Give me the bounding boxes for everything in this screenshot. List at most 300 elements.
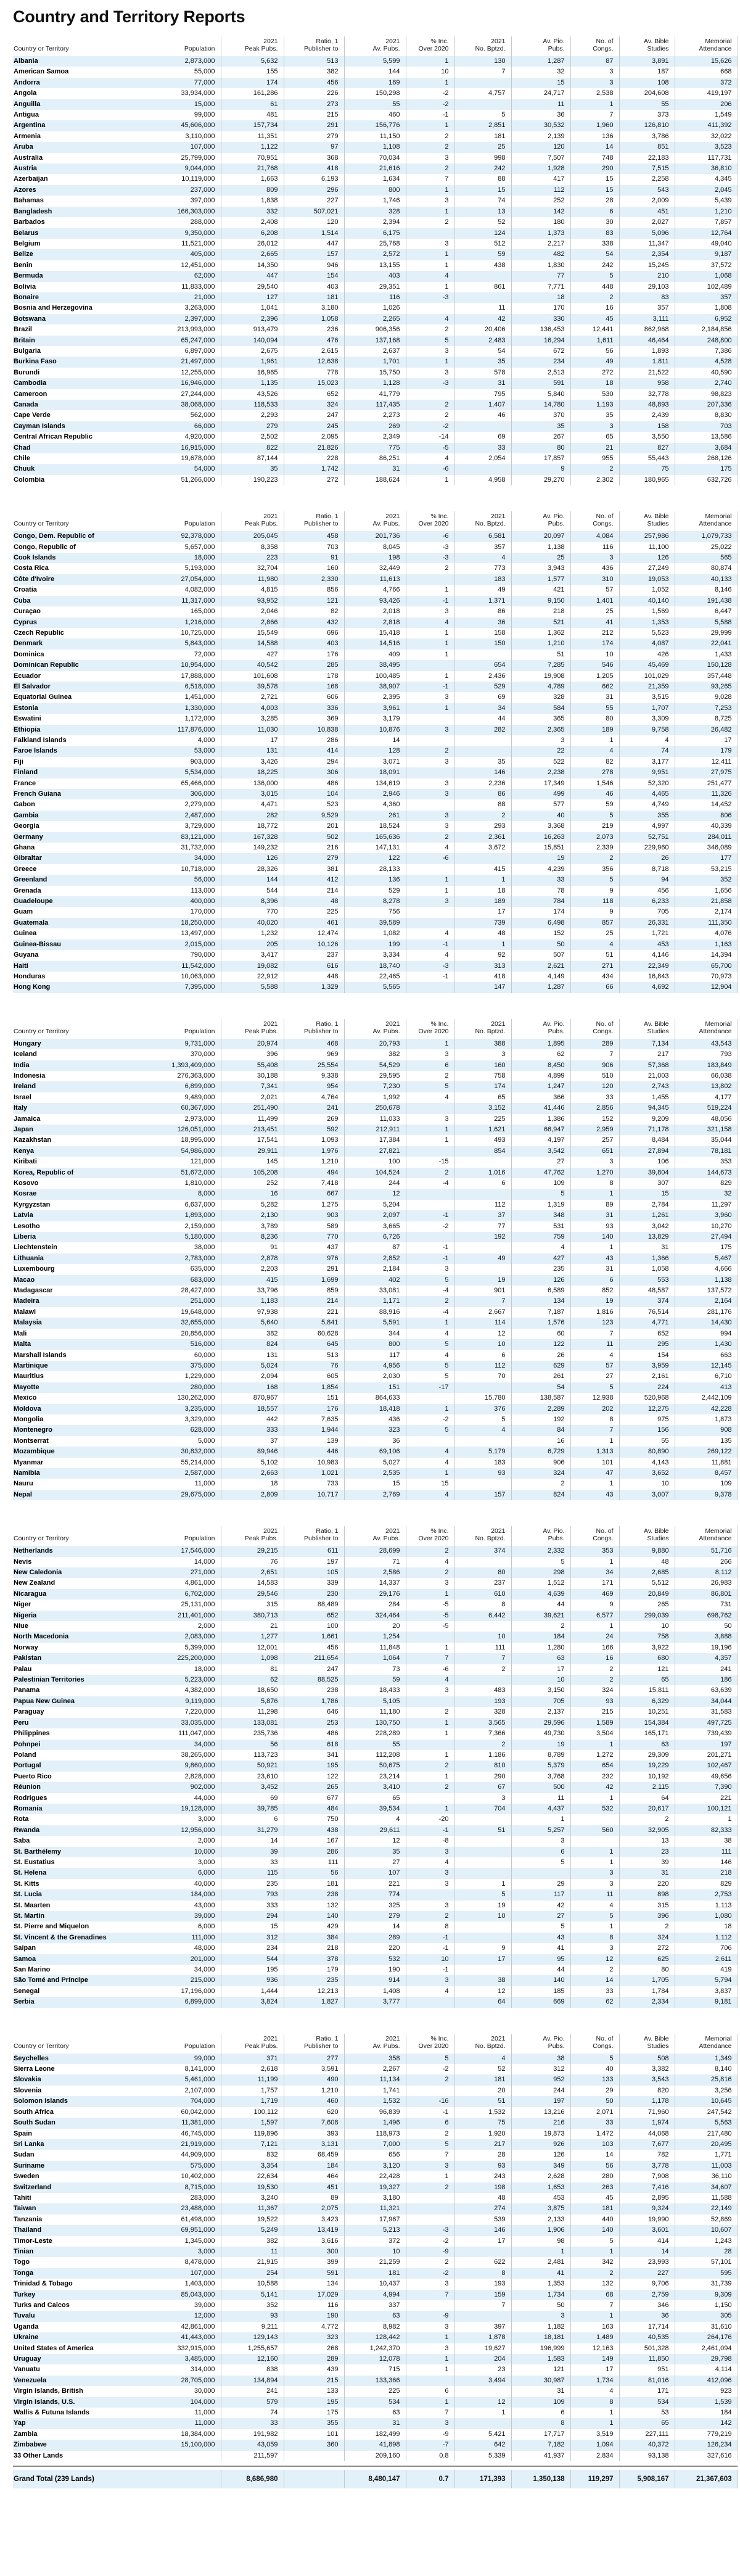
cell-country: Rota xyxy=(14,1815,29,1823)
cell-country: Eswatini xyxy=(14,715,41,723)
cell-country: Kosovo xyxy=(14,1179,39,1187)
cell-country: Latvia xyxy=(13,1210,130,1221)
cell-baptized xyxy=(454,1965,511,1975)
cell-memorial: 241 xyxy=(675,1664,738,1675)
header-line-2: No. Bptzd. xyxy=(475,1027,506,1035)
table-row xyxy=(13,2279,738,2289)
cell-population: 15,000 xyxy=(130,99,221,110)
cell-av-pubs: 28,699 xyxy=(344,1546,406,1556)
cell-pioneers: 84 xyxy=(511,1425,570,1435)
cell-pioneers: 7,285 xyxy=(511,660,570,671)
cell-baptized: 758 xyxy=(454,1071,511,1081)
header-line-1: No. of xyxy=(596,1020,614,1028)
table-row xyxy=(13,1168,738,1178)
cell-av-pubs: 279 xyxy=(344,1911,406,1922)
cell-peak-pubs: 14,588 xyxy=(221,638,284,649)
cell-av-pubs: 2,184 xyxy=(344,1264,406,1274)
cell-bible-studies: 4 xyxy=(619,735,675,746)
cell-memorial: 519,224 xyxy=(675,1103,738,1113)
cell-av-pubs: 212,911 xyxy=(344,1125,406,1135)
cell-country: Kiribati xyxy=(14,1158,37,1166)
cell-ratio: 238 xyxy=(284,1889,344,1900)
cell-pioneers: 824 xyxy=(511,1490,570,1500)
cell-baptized: 6 xyxy=(454,1350,511,1361)
table-row xyxy=(13,2150,738,2160)
cell-peak-pubs: 8,358 xyxy=(221,542,284,553)
cell-pct-inc: 2 xyxy=(406,2257,454,2268)
header-line-1: Ratio, 1 xyxy=(316,38,339,45)
cell-population: 237,000 xyxy=(130,185,221,196)
cell-congs: 1 xyxy=(570,1189,619,1199)
cell-peak-pubs: 1,663 xyxy=(221,174,284,184)
cell-memorial: 34,607 xyxy=(675,2182,738,2193)
table-row xyxy=(13,939,738,950)
cell-pct-inc: 3 xyxy=(406,153,454,163)
cell-congs: 33 xyxy=(570,1092,619,1103)
cell-pct-inc: 3 xyxy=(406,725,454,735)
cell-peak-pubs: 5,282 xyxy=(221,1200,284,1210)
cell-country: Namibia xyxy=(13,1468,130,1479)
cell-country: Bulgaria xyxy=(14,347,41,355)
cell-pct-inc: 3 xyxy=(406,239,454,249)
cell-country: Saipan xyxy=(14,1944,36,1952)
cell-ratio: 160 xyxy=(284,563,344,574)
cell-population: 2,015,000 xyxy=(130,939,221,950)
table-row xyxy=(13,314,738,324)
cell-peak-pubs: 10,588 xyxy=(221,2279,284,2289)
cell-av-pubs: 1,026 xyxy=(344,303,406,313)
cell-bible-studies: 3,309 xyxy=(619,714,675,724)
header-line-2: Attendance xyxy=(699,2042,732,2050)
cell-av-pubs: 156,776 xyxy=(344,120,406,131)
cell-congs: 68 xyxy=(570,2290,619,2300)
cell-pioneers: 44 xyxy=(511,1965,570,1975)
country-report-table xyxy=(13,36,738,485)
cell-pct-inc: 1 xyxy=(406,2397,454,2408)
cell-memorial: 1 xyxy=(675,1814,738,1825)
cell-baptized: 17 xyxy=(454,907,511,917)
cell-av-pubs: 436 xyxy=(344,1414,406,1425)
cell-ratio: 605 xyxy=(284,1371,344,1382)
cell-ratio: 225 xyxy=(284,907,344,917)
cell-population: 48,000 xyxy=(130,1943,221,1954)
cell-baptized: 3 xyxy=(454,1793,511,1804)
table-row xyxy=(13,875,738,885)
cell-country: Mali xyxy=(14,1329,27,1337)
cell-pioneers: 138,587 xyxy=(511,1393,570,1403)
cell-baptized: 183 xyxy=(454,574,511,585)
cell-population: 107,000 xyxy=(130,142,221,152)
cell-pct-inc xyxy=(406,2376,454,2386)
cell-ratio: 486 xyxy=(284,778,344,789)
cell-peak-pubs: 133,081 xyxy=(221,1718,284,1728)
grand-total-population xyxy=(130,2470,221,2488)
cell-country: St. Maarten xyxy=(14,1901,51,1909)
cell-pioneers: 2,621 xyxy=(511,961,570,972)
cell-bible-studies: 55 xyxy=(619,99,675,110)
column-header-pct-inc xyxy=(406,2034,454,2054)
cell-ratio: 285 xyxy=(284,660,344,671)
cell-congs: 2 xyxy=(570,464,619,474)
cell-pioneers: 1,319 xyxy=(511,1200,570,1210)
cell-pct-inc xyxy=(406,2215,454,2225)
cell-country: Bonaire xyxy=(13,292,130,303)
cell-baptized xyxy=(454,650,511,660)
cell-ratio: 3,591 xyxy=(284,2064,344,2074)
table-row xyxy=(13,1664,738,1675)
table-row xyxy=(13,2408,738,2418)
cell-ratio: 227 xyxy=(284,196,344,206)
cell-av-pubs: 2,097 xyxy=(344,1210,406,1221)
cell-population: 704,000 xyxy=(130,2096,221,2107)
cell-memorial: 11,588 xyxy=(675,2193,738,2203)
cell-av-pubs: 6,175 xyxy=(344,228,406,239)
cell-peak-pubs: 5,249 xyxy=(221,2225,284,2235)
cell-bible-studies: 4,997 xyxy=(619,821,675,832)
cell-bible-studies: 543 xyxy=(619,185,675,196)
cell-population: 5,000 xyxy=(130,1436,221,1447)
table-row xyxy=(13,2300,738,2311)
cell-population: 7,220,000 xyxy=(130,1707,221,1717)
cell-country: Azores xyxy=(13,185,130,196)
cell-population: 2,397,000 xyxy=(130,314,221,324)
cell-population: 18,000 xyxy=(130,1664,221,1675)
cell-country: Central African Republic xyxy=(14,433,92,441)
cell-bible-studies: 2,895 xyxy=(619,2193,675,2203)
cell-bible-studies: 1,366 xyxy=(619,1253,675,1264)
cell-memorial: 779,219 xyxy=(675,2429,738,2440)
grand-total-memorial: 21,367,603 xyxy=(675,2470,738,2488)
cell-peak-pubs: 18,650 xyxy=(221,1685,284,1696)
cell-bible-studies: 217 xyxy=(619,1049,675,1060)
cell-country: France xyxy=(14,779,36,787)
cell-country: Slovenia xyxy=(14,2086,42,2094)
report-tables xyxy=(13,36,740,2488)
cell-bible-studies: 156 xyxy=(619,1425,675,1435)
cell-pct-inc: 7 xyxy=(406,2290,454,2300)
cell-ratio: 218 xyxy=(284,1943,344,1954)
cell-bible-studies: 15 xyxy=(619,1189,675,1199)
cell-av-pubs: 130,750 xyxy=(344,1718,406,1728)
cell-country: Bosnia and Herzegovina xyxy=(14,304,92,312)
cell-baptized: 3,672 xyxy=(454,843,511,853)
cell-pct-inc xyxy=(406,1232,454,1242)
cell-av-pubs: 2,852 xyxy=(344,1253,406,1264)
cell-ratio: 235 xyxy=(284,1975,344,1986)
cell-country: Mozambique xyxy=(13,1447,130,1457)
cell-congs: 140 xyxy=(570,2225,619,2235)
cell-country: Zimbabwe xyxy=(13,2440,130,2450)
cell-peak-pubs: 2,046 xyxy=(221,606,284,617)
table-row xyxy=(13,682,738,692)
cell-memorial: 29,798 xyxy=(675,2354,738,2364)
cell-peak-pubs: 15,549 xyxy=(221,628,284,638)
column-header-bible-studies xyxy=(619,511,675,531)
cell-peak-pubs: 33 xyxy=(221,2418,284,2429)
table-row xyxy=(13,453,738,464)
cell-peak-pubs: 252 xyxy=(221,1178,284,1189)
cell-av-pubs: 104,524 xyxy=(344,1168,406,1178)
cell-av-pubs: 775 xyxy=(344,443,406,453)
cell-ratio: 903 xyxy=(284,1210,344,1221)
cell-pct-inc: 1 xyxy=(406,249,454,260)
cell-ratio: 5,841 xyxy=(284,1318,344,1328)
column-header-ratio xyxy=(284,1526,344,1546)
table-row xyxy=(13,1447,738,1457)
cell-pct-inc xyxy=(406,1146,454,1157)
cell-congs: 662 xyxy=(570,682,619,692)
cell-ratio: 236 xyxy=(284,324,344,335)
cell-memorial: 497,725 xyxy=(675,1718,738,1728)
cell-memorial: 175 xyxy=(675,464,738,474)
cell-peak-pubs: 43,526 xyxy=(221,389,284,400)
cell-country: North Macedonia xyxy=(13,1632,130,1642)
cell-av-pubs: 5,565 xyxy=(344,982,406,993)
cell-ratio: 176 xyxy=(284,650,344,660)
header-line-1: % Inc. xyxy=(430,38,449,45)
table-row xyxy=(13,410,738,421)
cell-pct-inc: 3 xyxy=(406,2279,454,2289)
cell-memorial: 191,438 xyxy=(675,596,738,606)
cell-bible-studies: 74 xyxy=(619,746,675,756)
cell-country: Niue xyxy=(14,1622,28,1630)
cell-congs: 4 xyxy=(570,1350,619,1361)
column-header-baptized xyxy=(454,1019,511,1039)
cell-country: Solomon Islands xyxy=(13,2096,130,2107)
table-row xyxy=(13,1578,738,1588)
cell-bible-studies: 204,608 xyxy=(619,88,675,99)
cell-peak-pubs: 18,225 xyxy=(221,767,284,778)
cell-pct-inc: 3 xyxy=(406,1578,454,1588)
cell-population: 13,497,000 xyxy=(130,928,221,939)
cell-av-pubs: 55 xyxy=(344,1740,406,1750)
cell-peak-pubs: 91 xyxy=(221,1242,284,1253)
header-row xyxy=(13,1526,738,1546)
cell-peak-pubs: 105,208 xyxy=(221,1168,284,1178)
cell-memorial: 994 xyxy=(675,1329,738,1339)
cell-pct-inc: -9 xyxy=(406,2247,454,2257)
cell-pct-inc: 4 xyxy=(406,1350,454,1361)
cell-peak-pubs: 312 xyxy=(221,1933,284,1943)
cell-country: Armenia xyxy=(14,132,41,140)
cell-population: 11,000 xyxy=(130,1479,221,1489)
cell-pct-inc: 7 xyxy=(406,2150,454,2160)
header-row xyxy=(13,2034,738,2054)
cell-pioneers: 109 xyxy=(511,2397,570,2408)
cell-pct-inc xyxy=(406,2300,454,2311)
cell-pct-inc xyxy=(406,228,454,239)
cell-peak-pubs: 168 xyxy=(221,1382,284,1393)
table-row xyxy=(13,1557,738,1567)
cell-congs: 4,084 xyxy=(570,531,619,542)
cell-av-pubs: 93,426 xyxy=(344,596,406,606)
cell-congs: 8 xyxy=(570,2397,619,2408)
table-body xyxy=(13,1039,738,1500)
cell-peak-pubs: 2,203 xyxy=(221,1264,284,1274)
table-row xyxy=(13,1761,738,1771)
cell-memorial: 82,333 xyxy=(675,1825,738,1836)
cell-memorial: 268,126 xyxy=(675,453,738,464)
cell-population: 10,954,000 xyxy=(130,660,221,671)
cell-ratio: 10,838 xyxy=(284,725,344,735)
cell-pioneers: 7,507 xyxy=(511,153,570,163)
cell-baptized: 438 xyxy=(454,260,511,271)
table-row xyxy=(13,2429,738,2440)
table-row xyxy=(13,2086,738,2096)
cell-memorial: 217,480 xyxy=(675,2129,738,2139)
cell-population: 39,000 xyxy=(130,2300,221,2311)
cell-av-pubs: 118,973 xyxy=(344,2129,406,2139)
cell-ratio: 116 xyxy=(284,2300,344,2311)
cell-baptized: 10 xyxy=(454,1911,511,1922)
grand-total-country: Grand Total (239 Lands) xyxy=(13,2470,130,2488)
cell-av-pubs: 69,106 xyxy=(344,1447,406,1457)
cell-congs: 4 xyxy=(570,746,619,756)
cell-country: Thailand xyxy=(13,2225,130,2235)
cell-baptized: 578 xyxy=(454,368,511,378)
cell-population: 39,000 xyxy=(130,1911,221,1922)
cell-bible-studies: 8,718 xyxy=(619,864,675,875)
cell-peak-pubs: 15 xyxy=(221,1922,284,1932)
cell-ratio: 484 xyxy=(284,1804,344,1814)
cell-baptized: 237 xyxy=(454,1578,511,1588)
cell-pioneers: 62 xyxy=(511,1049,570,1060)
cell-peak-pubs: 793 xyxy=(221,1889,284,1900)
cell-peak-pubs: 241 xyxy=(221,2386,284,2396)
cell-pct-inc: 1 xyxy=(406,650,454,660)
cell-country: Costa Rica xyxy=(14,564,49,572)
cell-baptized: 35 xyxy=(454,757,511,767)
cell-population: 903,000 xyxy=(130,757,221,767)
cell-congs: 2,073 xyxy=(570,832,619,843)
cell-pioneers: 366 xyxy=(511,1092,570,1103)
cell-bible-studies: 456 xyxy=(619,886,675,896)
cell-memorial: 305 xyxy=(675,2311,738,2321)
cell-av-pubs: 70,034 xyxy=(344,153,406,163)
cell-baptized: 5,179 xyxy=(454,1447,511,1457)
cell-av-pubs: 11,848 xyxy=(344,1643,406,1653)
cell-population: 46,745,000 xyxy=(130,2129,221,2139)
cell-ratio: 399 xyxy=(284,2257,344,2268)
cell-baptized: 8 xyxy=(454,2268,511,2279)
cell-memorial: 1,656 xyxy=(675,886,738,896)
cell-congs: 1,489 xyxy=(570,2332,619,2343)
cell-peak-pubs: 190,223 xyxy=(221,475,284,485)
cell-country: Madagascar xyxy=(14,1287,53,1295)
cell-peak-pubs: 2,502 xyxy=(221,432,284,442)
cell-pct-inc: -5 xyxy=(406,1600,454,1610)
cell-country: Turks and Caicos xyxy=(14,2301,70,2309)
cell-memorial: 32,022 xyxy=(675,131,738,142)
cell-baptized: 10 xyxy=(454,1632,511,1642)
cell-ratio: 60,628 xyxy=(284,1329,344,1339)
cell-peak-pubs: 70,951 xyxy=(221,153,284,163)
header-line-2: Pubs. xyxy=(548,2042,565,2050)
cell-pioneers: 27 xyxy=(511,1911,570,1922)
cell-population: 1,451,000 xyxy=(130,692,221,703)
column-header-baptized xyxy=(454,36,511,56)
cell-baptized: 46 xyxy=(454,410,511,421)
cell-country: Kosrae xyxy=(13,1189,130,1199)
cell-ratio: 111 xyxy=(284,1857,344,1868)
cell-country: Nicaragua xyxy=(13,1589,130,1600)
table-row xyxy=(13,735,738,746)
table-row xyxy=(13,163,738,174)
cell-ratio: 197 xyxy=(284,1557,344,1567)
cell-pct-inc: 4 xyxy=(406,1447,454,1457)
cell-memorial: 11,326 xyxy=(675,789,738,799)
cell-ratio: 954 xyxy=(284,1081,344,1092)
cell-ratio: 89 xyxy=(284,2193,344,2203)
cell-memorial: 281,176 xyxy=(675,1307,738,1318)
cell-pct-inc: -9 xyxy=(406,2429,454,2440)
cell-baptized: 12 xyxy=(454,1986,511,1997)
table-row xyxy=(13,1436,738,1447)
cell-country: Guinea-Bissau xyxy=(13,939,130,950)
cell-ratio: 214 xyxy=(284,1296,344,1307)
table-row xyxy=(13,1135,738,1146)
table-row xyxy=(13,1857,738,1868)
cell-memorial: 1,808 xyxy=(675,303,738,313)
cell-av-pubs: 21,259 xyxy=(344,2257,406,2268)
header-line-1: 2021 xyxy=(263,513,278,521)
cell-pct-inc: 5 xyxy=(406,1371,454,1382)
cell-bible-studies: 40,535 xyxy=(619,2332,675,2343)
column-header-pct-inc xyxy=(406,511,454,531)
header-line-1: 2021 xyxy=(263,2034,278,2042)
grand-total-peak-pubs: 8,686,980 xyxy=(221,2470,284,2488)
cell-bible-studies: 307 xyxy=(619,1178,675,1189)
cell-congs: 171 xyxy=(570,1578,619,1588)
cell-peak-pubs: 29,215 xyxy=(221,1546,284,1556)
cell-baptized: 174 xyxy=(454,1081,511,1092)
cell-peak-pubs: 3,452 xyxy=(221,1782,284,1793)
cell-bible-studies: 71,178 xyxy=(619,1125,675,1135)
cell-congs: 47 xyxy=(570,1468,619,1479)
cell-baptized: 5 xyxy=(454,110,511,120)
table-row xyxy=(13,1490,738,1500)
cell-ratio: 589 xyxy=(284,1221,344,1232)
table-row xyxy=(13,1071,738,1081)
cell-pioneers: 349 xyxy=(511,2161,570,2171)
cell-pioneers: 41 xyxy=(511,1943,570,1954)
cell-ratio: 48 xyxy=(284,896,344,907)
cell-country: Cambodia xyxy=(13,378,130,389)
cell-congs: 324 xyxy=(570,1685,619,1696)
cell-bible-studies: 820 xyxy=(619,2086,675,2096)
cell-memorial: 1,873 xyxy=(675,1414,738,1425)
table-row xyxy=(13,928,738,939)
cell-congs: 16 xyxy=(570,1653,619,1664)
cell-bible-studies: 5,096 xyxy=(619,228,675,239)
cell-congs: 1,193 xyxy=(570,400,619,410)
cell-pct-inc: 5 xyxy=(406,2054,454,2064)
cell-bible-studies: 1,052 xyxy=(619,585,675,595)
cell-congs: 80 xyxy=(570,714,619,724)
cell-country: St. Vincent & the Grenadines xyxy=(13,1933,130,1943)
cell-population: 9,350,000 xyxy=(130,228,221,239)
cell-baptized: 33 xyxy=(454,443,511,453)
cell-bible-studies: 3,177 xyxy=(619,757,675,767)
cell-peak-pubs: 1,719 xyxy=(221,2096,284,2107)
cell-population: 5,461,000 xyxy=(130,2074,221,2085)
cell-baptized: 112 xyxy=(454,1361,511,1371)
cell-pioneers: 2,481 xyxy=(511,2257,570,2268)
cell-pioneers: 47,762 xyxy=(511,1168,570,1178)
cell-ratio: 214 xyxy=(284,886,344,896)
cell-baptized: 86 xyxy=(454,606,511,617)
cell-ratio: 384 xyxy=(284,1933,344,1943)
